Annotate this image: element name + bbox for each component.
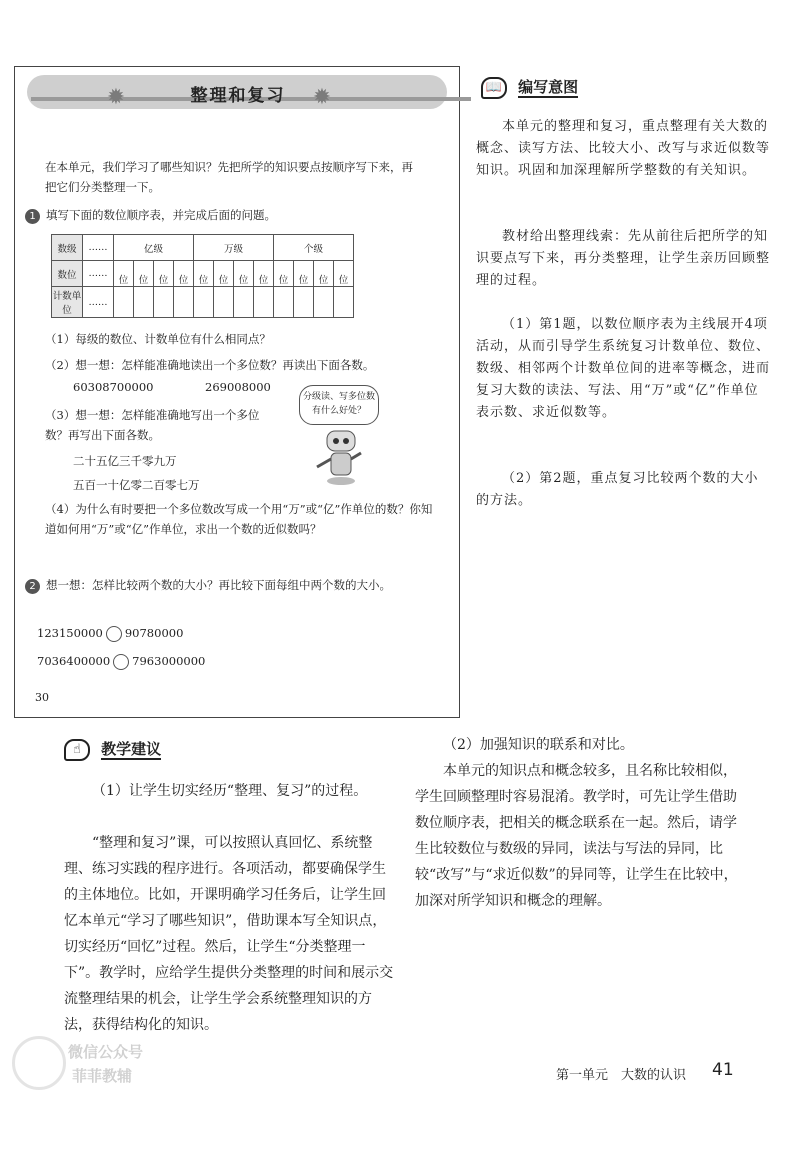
robot-illustration — [311, 427, 371, 487]
teaching-heading: 教学建议 — [101, 740, 162, 758]
place-cell[interactable]: 位 — [174, 261, 194, 287]
compare-circle[interactable] — [106, 626, 122, 642]
class-header: 个级 — [274, 235, 354, 261]
class-header: 万级 — [194, 235, 274, 261]
sub-question: （4）为什么有时要把一个多位数改写成一个用“万”或“亿”作单位的数？你知道如何用“万”或“亿”作单位，求出一个数的近似数吗？ — [45, 502, 433, 536]
row-label: 计数单位 — [52, 287, 83, 318]
footer-unit: 第一单元 大数的认识 — [556, 1068, 687, 1083]
editorial-heading: 编写意图 — [518, 78, 579, 96]
unit-cell[interactable] — [234, 287, 254, 318]
hand-icon: ☝ — [64, 739, 90, 761]
unit-cell[interactable] — [174, 287, 194, 318]
read-number: 269008000 — [205, 380, 271, 394]
place-cell[interactable]: 位 — [274, 261, 294, 287]
unit-cell[interactable] — [314, 287, 334, 318]
unit-cell[interactable] — [254, 287, 274, 318]
question-1 — [25, 205, 445, 225]
compare-left: 7036400000 — [37, 654, 111, 668]
compare-circle[interactable] — [113, 654, 129, 670]
question-2 — [25, 575, 445, 595]
compare-pair — [37, 651, 205, 671]
read-number: 60308700000 — [73, 380, 154, 394]
write-number: 二十五亿三千零九万 — [73, 454, 177, 468]
compare-right: 7963000000 — [132, 654, 206, 668]
page-title: 整理和复习 — [190, 86, 286, 106]
dots-cell: …… — [83, 287, 114, 318]
question-2-text: 想一想：怎样比较两个数的大小？再比较下面每组中两个数的大小。 — [46, 578, 391, 592]
unit-cell[interactable] — [114, 287, 134, 318]
editorial-header — [481, 76, 601, 104]
footer-page-number: 41 — [712, 1060, 734, 1080]
editorial-paragraph: 本单元的整理和复习，重点整理有关大数的概念、读写方法、比较大小、改写与求近似数等知识。巩固和加深理解所学整数的有关知识。 — [476, 119, 771, 178]
write-number: 五百一十亿零二百零七万 — [73, 478, 200, 492]
compare-pair — [37, 623, 183, 643]
unit-cell[interactable] — [334, 287, 354, 318]
teaching-paragraph: 本单元的知识点和概念较多，且名称比较相似，学生回顾整理时容易混淆。教学时，可先让学生借助数位顺序表，把相关的概念联系在一起。然后，请学生比较数位与数级的异同，读法与写法的异同，比较“改写”与“求近似数”的异同等，让学生在比较中，加深对所学知识和概念的理解。 — [415, 763, 738, 909]
place-value-table — [51, 234, 354, 318]
watermark-line: 菲菲教辅 — [72, 1067, 133, 1085]
place-cell[interactable]: 位 — [134, 261, 154, 287]
table-row — [52, 235, 354, 261]
class-header: 亿级 — [114, 235, 194, 261]
intro-text: 在本单元，我们学习了哪些知识？先把所学的知识要点按顺序写下来，再把它们分类整理一下。 — [45, 160, 413, 194]
unit-cell[interactable] — [294, 287, 314, 318]
unit-cell[interactable] — [154, 287, 174, 318]
sub-question: （1）每级的数位、计数单位有什么相同点？ — [45, 332, 271, 346]
unit-cell[interactable] — [214, 287, 234, 318]
textbook-page — [14, 66, 460, 718]
teaching-paragraph: （2）加强知识的联系和对比。 — [443, 737, 634, 753]
place-cell[interactable]: 位 — [194, 261, 214, 287]
place-cell[interactable]: 位 — [254, 261, 274, 287]
unit-cell[interactable] — [274, 287, 294, 318]
editorial-paragraph: （1）第1题，以数位顺序表为主线展开4项活动，从而引导学生系统复习计数单位、数位、数级、相邻两个计数单位间的进率等概念，进而复习大数的读法、写法、用“万”或“亿”作单位表示数、求近似数等。 — [476, 317, 771, 420]
place-cell[interactable]: 位 — [314, 261, 334, 287]
dots-cell: …… — [83, 261, 114, 287]
unit-cell[interactable] — [134, 287, 154, 318]
speech-bubble: 分级读、写多位数有什么好处？ — [299, 385, 379, 425]
question-1-text: 填写下面的数位顺序表，并完成后面的问题。 — [46, 208, 276, 222]
watermark — [12, 1036, 152, 1106]
watermark-circle — [12, 1036, 66, 1090]
row-label: 数位 — [52, 261, 83, 287]
gear-icon: ✹ — [106, 85, 126, 110]
compare-left: 123150000 — [37, 626, 103, 640]
editorial-paragraph: （2）第2题，重点复习比较两个数的大小的方法。 — [476, 471, 759, 508]
gear-icon: ✹ — [312, 85, 332, 110]
place-cell[interactable]: 位 — [234, 261, 254, 287]
sub-question: （3）想一想：怎样能准确地写出一个多位数？再写出下面各数。 — [45, 408, 260, 442]
compare-right: 90780000 — [124, 626, 184, 640]
sub-question: （2）想一想：怎样能准确地读出一个多位数？再读出下面各数。 — [45, 358, 375, 372]
place-cell[interactable]: 位 — [114, 261, 134, 287]
dots-cell: …… — [83, 235, 114, 261]
question-number-badge: 1 — [25, 209, 40, 224]
table-row — [52, 287, 354, 318]
textbook-page-number: 30 — [35, 691, 49, 704]
watermark-line: 微信公众号 — [68, 1043, 144, 1061]
row-label: 数级 — [52, 235, 83, 261]
editorial-paragraph: 教材给出整理线索：先从前往后把所学的知识要点写下来，再分类整理，让学生亲历回顾整理的过程。 — [476, 229, 771, 288]
teaching-paragraph: “整理和复习”课，可以按照认真回忆、系统整理、练习实践的程序进行。各项活动，都要确保学生的主体地位。比如，开课明确学习任务后，让学生回忆本单元“学习了哪些知识”，借助课本写全知识点，切实经历“回忆”过程。然后，让学生“分类整理一下”。教学时，应给学生提供分类整理的时间和展示交流整理结果的机会，让学生学会系统整理知识的方法，获得结构化的知识。 — [64, 835, 394, 1033]
place-cell[interactable]: 位 — [294, 261, 314, 287]
teaching-paragraph: （1）让学生切实经历“整理、复习”的过程。 — [92, 783, 368, 799]
place-cell[interactable]: 位 — [214, 261, 234, 287]
place-cell[interactable]: 位 — [154, 261, 174, 287]
teaching-header — [64, 738, 204, 766]
place-cell[interactable]: 位 — [334, 261, 354, 287]
unit-cell[interactable] — [194, 287, 214, 318]
question-number-badge: 2 — [25, 579, 40, 594]
book-icon: 📖 — [481, 77, 507, 99]
table-row — [52, 261, 354, 287]
